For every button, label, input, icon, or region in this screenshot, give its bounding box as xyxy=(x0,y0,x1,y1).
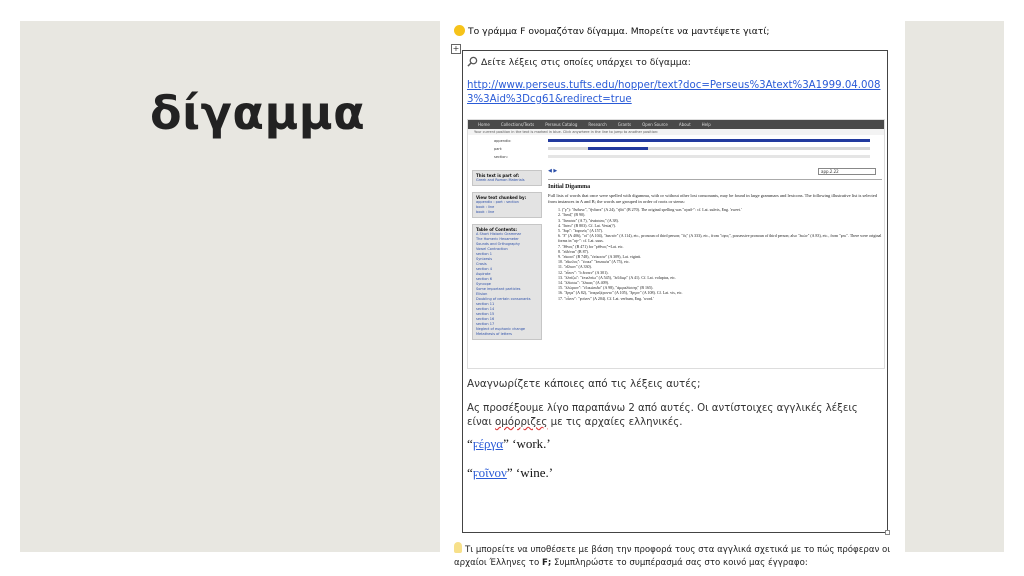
word-list-item: 1. ("ϝ"): "ἅνδανε", "ἥνδανε" (A 24), "ἡδύ" (B 270). The original spelling was "σϝαδ-": cf. Lat. suāvis, Eng. 'sweet.' xyxy=(558,207,742,213)
sidebar-link[interactable]: appendix : part : section xyxy=(476,200,519,204)
bottom-text-pre: Τι μπορείτε να υποθέσετε με βάση την προφορά τους στα αγγλικά σχετικά με το πώς πρόφεραν οι αρχαίοι Έλληνες το xyxy=(454,545,891,568)
web-nav-item[interactable]: Open Source xyxy=(642,122,668,127)
word-list-item: 11. "εἴλυον" (A 330). xyxy=(558,264,592,270)
sidebar-link[interactable]: section 14 xyxy=(476,307,495,311)
web-nav-item[interactable]: Grants xyxy=(617,122,632,127)
example-wine-rest: ” ‘wine.’ xyxy=(506,465,554,480)
web-search-box[interactable]: app.2.22 xyxy=(818,168,876,175)
sidebar-link[interactable]: Vowel Contraction xyxy=(476,247,508,251)
web-nav-item[interactable]: Home xyxy=(478,122,490,127)
word-list-item: 3. "ἄνασσε" (A 7), "ἀνάσσεις" (A 38). xyxy=(558,217,619,223)
sidebar-link[interactable]: book : line xyxy=(476,210,495,214)
example-work-rest: ” ‘work.’ xyxy=(503,436,551,451)
sidebar-link[interactable]: Synizesis xyxy=(476,257,493,261)
sidebar-link[interactable]: section 4 xyxy=(476,267,492,271)
question-2-underlined: ομόρριζες xyxy=(495,417,548,428)
divider xyxy=(548,179,882,180)
example-work-open: “ xyxy=(467,436,473,451)
intro-text: Το γράμμα Ϝ ονομαζόταν δίγαμμα. Μπορείτε να μαντέψετε γιατί; xyxy=(468,26,770,37)
section-title: Initial Digamma xyxy=(548,184,591,190)
web-nav-item[interactable]: About xyxy=(678,122,691,127)
sidebar-heading: This text is part of: xyxy=(476,173,520,178)
word-list-item: 7. "ἔθνος" (B 471) for "ϝέθνος"=Lat. etc. xyxy=(558,243,624,249)
word-list-item: 5. "ἔαρ": "ἐαρινός" (A 157). xyxy=(558,228,603,233)
sidebar-box xyxy=(472,224,542,340)
sidebar-link[interactable]: Metathesis of letters xyxy=(476,332,512,336)
word-list-item: 10. "εἴκελος": "ἐοικε" "ἐπιεικέα" (A 75), etc. xyxy=(558,259,630,265)
word-list-item: 2. "ἄναξ" (B 90). xyxy=(558,212,586,218)
lightbulb-icon xyxy=(454,542,462,553)
bar-label-part: part: xyxy=(494,147,503,151)
bar-label-section: section: xyxy=(494,155,508,159)
sidebar-link[interactable]: Crasis xyxy=(476,262,487,266)
web-notice: Your current position in the text is marked in blue. Click anywhere in the line to jump to another position: xyxy=(468,129,884,135)
word-list-item: 15. "ἑλώριον": "ἑλικώπιδα" (A 98), "ἀμφιελίσσης" (B 165). xyxy=(558,285,654,291)
example-work xyxy=(467,436,551,452)
bottom-instruction xyxy=(454,542,892,570)
position-bars xyxy=(468,135,884,165)
sidebar-link[interactable]: section 11 xyxy=(476,302,495,306)
bar-appendix[interactable] xyxy=(548,139,870,142)
question-2 xyxy=(467,402,885,430)
sidebar-link[interactable]: Some important particles xyxy=(476,287,521,291)
example-wine xyxy=(467,465,553,481)
magnifier-icon xyxy=(467,56,478,67)
bar-label-appendix: appendix: xyxy=(494,139,512,143)
word-list xyxy=(548,207,882,301)
sidebar-link[interactable]: Elision xyxy=(476,292,488,296)
word-list-item: 12. "εἶπον": "ὁ ἔειπεν" (A 301). xyxy=(558,269,609,275)
web-nav-item[interactable]: Perseus Catalog xyxy=(545,122,578,127)
see-words-line xyxy=(467,56,691,68)
web-nav-item[interactable]: Help xyxy=(701,122,711,127)
sidebar-link[interactable]: section 15 xyxy=(476,312,495,316)
example-work-greek[interactable]: ϝέργα xyxy=(472,436,504,451)
sidebar-link[interactable]: section 1 xyxy=(476,252,492,256)
bar-part-highlight xyxy=(588,147,648,150)
right-band xyxy=(905,21,1004,552)
content-box xyxy=(462,50,888,533)
expand-plus-icon[interactable]: + xyxy=(452,44,460,53)
sidebar-link[interactable]: A Short Historic Grammar xyxy=(476,232,522,236)
nav-arrows-icon[interactable]: ◀ ▶ xyxy=(548,168,558,174)
bottom-text-bold: Ϝ; xyxy=(541,558,552,568)
word-list-item: 13. "ἑλπίζω": "ἐπιελπίω" (A 545), "ἐέλδωρ" (A 41). Cf. Lat. voluptas, etc. xyxy=(558,274,676,280)
word-list-item: 8. "εἰδέναι" (B 87). xyxy=(558,248,589,254)
document-panel xyxy=(446,22,898,568)
web-nav-item[interactable]: Research xyxy=(588,122,607,127)
smiley-icon xyxy=(454,25,465,36)
sidebar-box xyxy=(472,170,542,186)
sidebar-link[interactable]: Neglect of euphonic change xyxy=(476,327,526,331)
example-wine-greek[interactable]: ϝοῖνον xyxy=(472,465,507,480)
embedded-webpage-screenshot xyxy=(467,119,885,369)
example-wine-open: “ xyxy=(467,465,473,480)
question-2-post: με τις αρχαίες ελληνικές. xyxy=(547,417,683,428)
question-1: Αναγνωρίζετε κάποιες από τις λέξεις αυτές; xyxy=(467,378,701,390)
sidebar-link[interactable]: Sounds and Orthography xyxy=(476,242,520,246)
sidebar-link[interactable]: section 6 xyxy=(476,277,492,281)
sidebar-link[interactable]: book : line xyxy=(476,205,495,209)
bar-section[interactable] xyxy=(548,155,870,158)
sidebar-box xyxy=(472,192,542,218)
sidebar-heading: Table of Contents: xyxy=(476,227,518,232)
section-paragraph: Full lists of words that once were spelled with digamma, with or without other lost consonants, may be found in large grammars and lexicons. The following illustrative list is selected from instances in A and B; the words are grouped in order of roots or stems: xyxy=(548,193,878,204)
sidebar-link[interactable]: Aspirate xyxy=(476,272,491,276)
web-sidebar xyxy=(472,170,542,346)
intro-line xyxy=(454,25,770,37)
sidebar-link[interactable]: Doubling of certain consonants xyxy=(476,297,531,301)
bottom-text-post: Συμπληρώστε το συμπέρασμά σας στο κοινό μας έγγραφο: xyxy=(551,558,808,568)
sidebar-link[interactable]: The Homeric Hexameter xyxy=(476,237,519,241)
question-2-pre: Ας προσέξουμε λίγο παραπάνω 2 από αυτές. Οι αντίστοιχες αγγλικές λέξεις είναι xyxy=(467,403,858,428)
web-navbar xyxy=(468,120,884,129)
slide-title: δίγαμμα xyxy=(150,86,366,140)
sidebar-link[interactable]: section 17 xyxy=(476,322,495,326)
perseus-link[interactable]: http://www.perseus.tufts.edu/hopper/text?doc=Perseus%3Atext%3A1999.04.0083%3Aid%3Dcg61&redirect=true xyxy=(467,80,881,105)
resize-handle[interactable] xyxy=(885,530,890,535)
sidebar-heading: View text chunked by: xyxy=(476,195,527,200)
word-list-item: 14. "ἑλίσσω": "ἑλικας" (A 409). xyxy=(558,280,609,286)
sidebar-link[interactable]: section 16 xyxy=(476,317,495,321)
word-list-item: 9. "εἰκοσι" (B 748), "ἐείκοσιν" (A 309), Lat. viginti. xyxy=(558,254,642,260)
web-nav-item[interactable]: Collections/Texts xyxy=(500,122,535,127)
sidebar-link[interactable]: Syncope xyxy=(476,282,491,286)
sidebar-link[interactable]: Greek and Roman Materials xyxy=(476,178,525,182)
word-list-item: 4. "ἄστυ" (B 803). Cf. Lat. Vesta(?). xyxy=(558,222,616,228)
web-main xyxy=(548,168,882,301)
word-list-item: 17. "οἶνον": "ϝοίνον" (A 204). Cf. Lat. verbum, Eng. 'word.' xyxy=(558,295,654,301)
word-list-item: 16. "ἔργα" (A 82), "ὑπερεξέροντο" (A 105), "ἔργον" (A 108). Cf. Lat. vis, etc. xyxy=(558,290,683,296)
see-words-text: Δείτε λέξεις στις οποίες υπάρχει το δίγαμμα: xyxy=(481,57,691,68)
word-list-item: 6. "ἕ" (A 406), "οἱ" (A 104), "ἑαυτόν" (A 114), etc., pronoun of third person; "ὅς" (A 333), etc., from "σϝος", possessive pronoun of third person; also "ἑκών" (A 83), etc., from "ϝεκ". There were original forms in "σϝ-": cf. Lat. suus. xyxy=(558,233,882,244)
